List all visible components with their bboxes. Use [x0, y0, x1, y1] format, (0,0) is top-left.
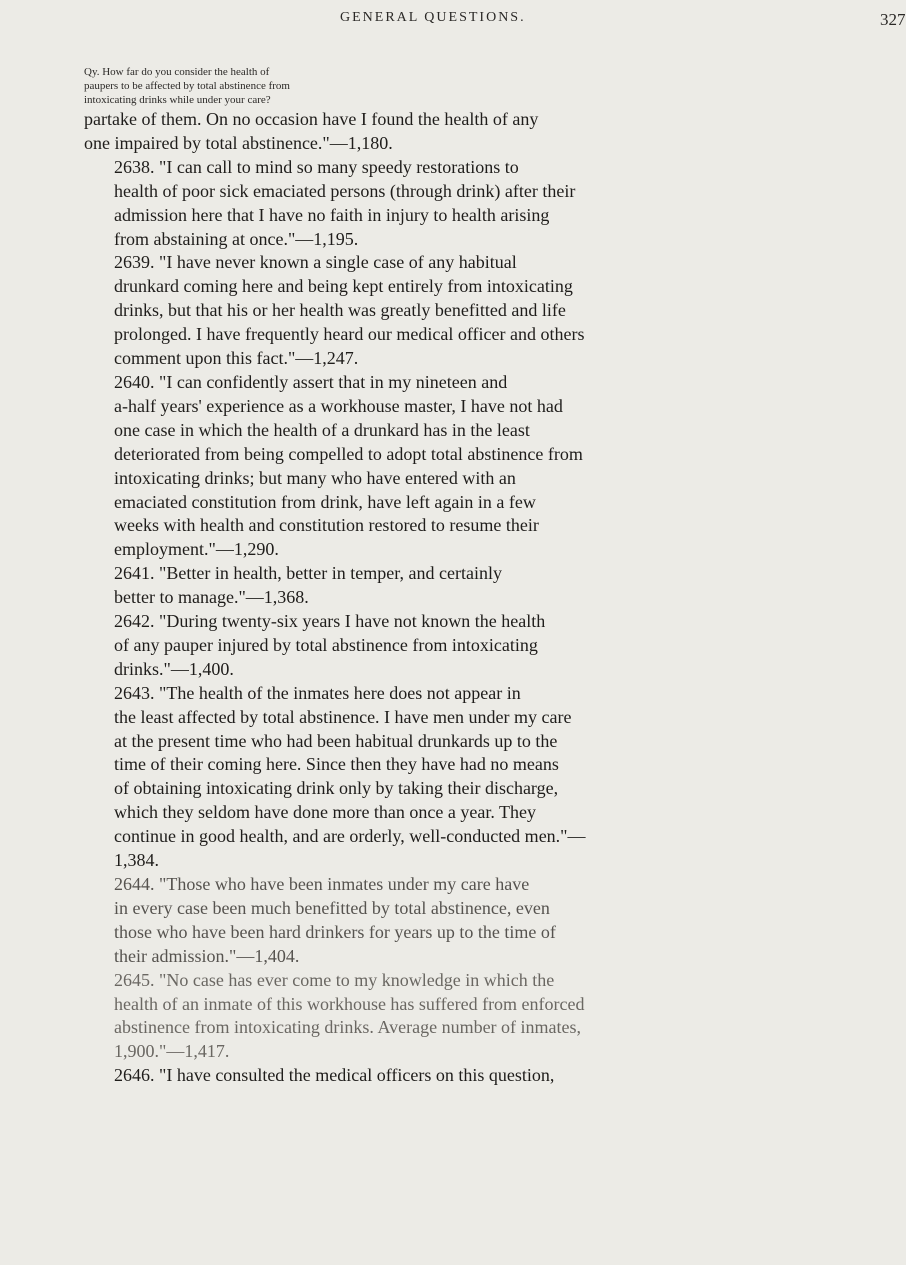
page-header [340, 6, 906, 34]
question-block [84, 65, 384, 107]
text-line: 2644. "Those who have been inmates under my care have [114, 874, 530, 894]
text-line: time of their coming here. Since then they have had no means [114, 754, 559, 775]
text-line: weeks with health and constitution restored to resume their [114, 515, 539, 536]
text-line: 2646. "I have consulted the medical officers on this question, [114, 1065, 555, 1086]
paragraph-1180 [84, 108, 664, 156]
paragraph-2643 [84, 682, 664, 873]
text-line: comment upon this fact."—1,247. [114, 348, 359, 369]
text-line: abstinence from intoxicating drinks. Average number of inmates, [114, 1017, 582, 1038]
text-line: from abstaining at once."—1,195. [114, 228, 359, 249]
text-line: those who have been hard drinkers for years up to the time of [114, 921, 556, 942]
text-line: which they seldom have done more than once a year. They [114, 802, 537, 823]
text-line: 1,900."—1,417. [114, 1041, 230, 1062]
paragraph-2640 [84, 371, 664, 562]
page-number: 327 [880, 10, 906, 29]
text-line: intoxicating drinks; but many who have entered with an [114, 467, 516, 488]
text-line: emaciated constitution from drink, have left again in a few [114, 491, 536, 512]
text-line: 2640. "I can confidently assert that in my nineteen and [114, 371, 508, 392]
running-head: GENERAL QUESTIONS. [340, 10, 526, 25]
text-line: one impaired by total abstinence."—1,180. [84, 132, 393, 153]
paragraph-2646 [84, 1064, 664, 1088]
text-line: 2638. "I can call to mind so many speedy restorations to [114, 156, 519, 177]
text-line: drunkard coming here and being kept entirely from intoxicating [114, 276, 573, 297]
text-line: 2641. "Better in health, better in temper, and certainly [114, 563, 502, 584]
text-line: 2642. "During twenty-six years I have not known the health [114, 611, 546, 632]
question-line: intoxicating drinks while under your care? [84, 94, 271, 106]
text-line: partake of them. On no occasion have I found the health of any [84, 109, 539, 129]
paragraph-2638 [84, 156, 664, 252]
text-line: 2639. "I have never known a single case of any habitual [114, 252, 517, 273]
text-line: 2645. "No case has ever come to my knowledge in which the [114, 969, 555, 990]
text-line: one case in which the health of a drunkard has in the least [114, 419, 530, 440]
question-line: Qy. How far do you consider the health of [84, 66, 270, 78]
text-line: at the present time who had been habitual drunkards up to the [114, 730, 558, 751]
text-line: of obtaining intoxicating drink only by taking their discharge, [114, 778, 559, 799]
text-line: health of poor sick emaciated persons (through drink) after their [114, 180, 576, 201]
text-line: 1,384. [114, 850, 159, 871]
text-line: 2643. "The health of the inmates here does not appear in [114, 682, 521, 703]
text-line: deteriorated from being compelled to adopt total abstinence from [114, 443, 583, 464]
body-text [84, 108, 664, 1088]
text-line: the least affected by total abstinence. I have men under my care [114, 706, 572, 727]
text-line: their admission."—1,404. [114, 945, 300, 966]
text-line: continue in good health, and are orderly, well-conducted men."— [114, 826, 586, 847]
text-line: admission here that I have no faith in injury to health arising [114, 204, 550, 225]
paragraph-2644 [84, 873, 664, 969]
paragraph-2639 [84, 251, 664, 371]
text-line: a-half years' experience as a workhouse master, I have not had [114, 395, 563, 416]
paragraph-2641 [84, 562, 664, 610]
text-line: employment."—1,290. [114, 539, 279, 560]
text-line: in every case been much benefitted by total abstinence, even [114, 897, 550, 918]
paragraph-2645 [84, 969, 664, 1065]
question-line: paupers to be affected by total abstinence from [84, 80, 290, 92]
text-line: health of an inmate of this workhouse has suffered from enforced [114, 993, 585, 1014]
text-line: drinks, but that his or her health was greatly benefitted and life [114, 300, 566, 321]
text-line: of any pauper injured by total abstinence from intoxicating [114, 634, 538, 655]
text-line: drinks."—1,400. [114, 658, 234, 679]
text-line: better to manage."—1,368. [114, 587, 309, 608]
paragraph-2642 [84, 610, 664, 682]
text-line: prolonged. I have frequently heard our medical officer and others [114, 324, 585, 345]
